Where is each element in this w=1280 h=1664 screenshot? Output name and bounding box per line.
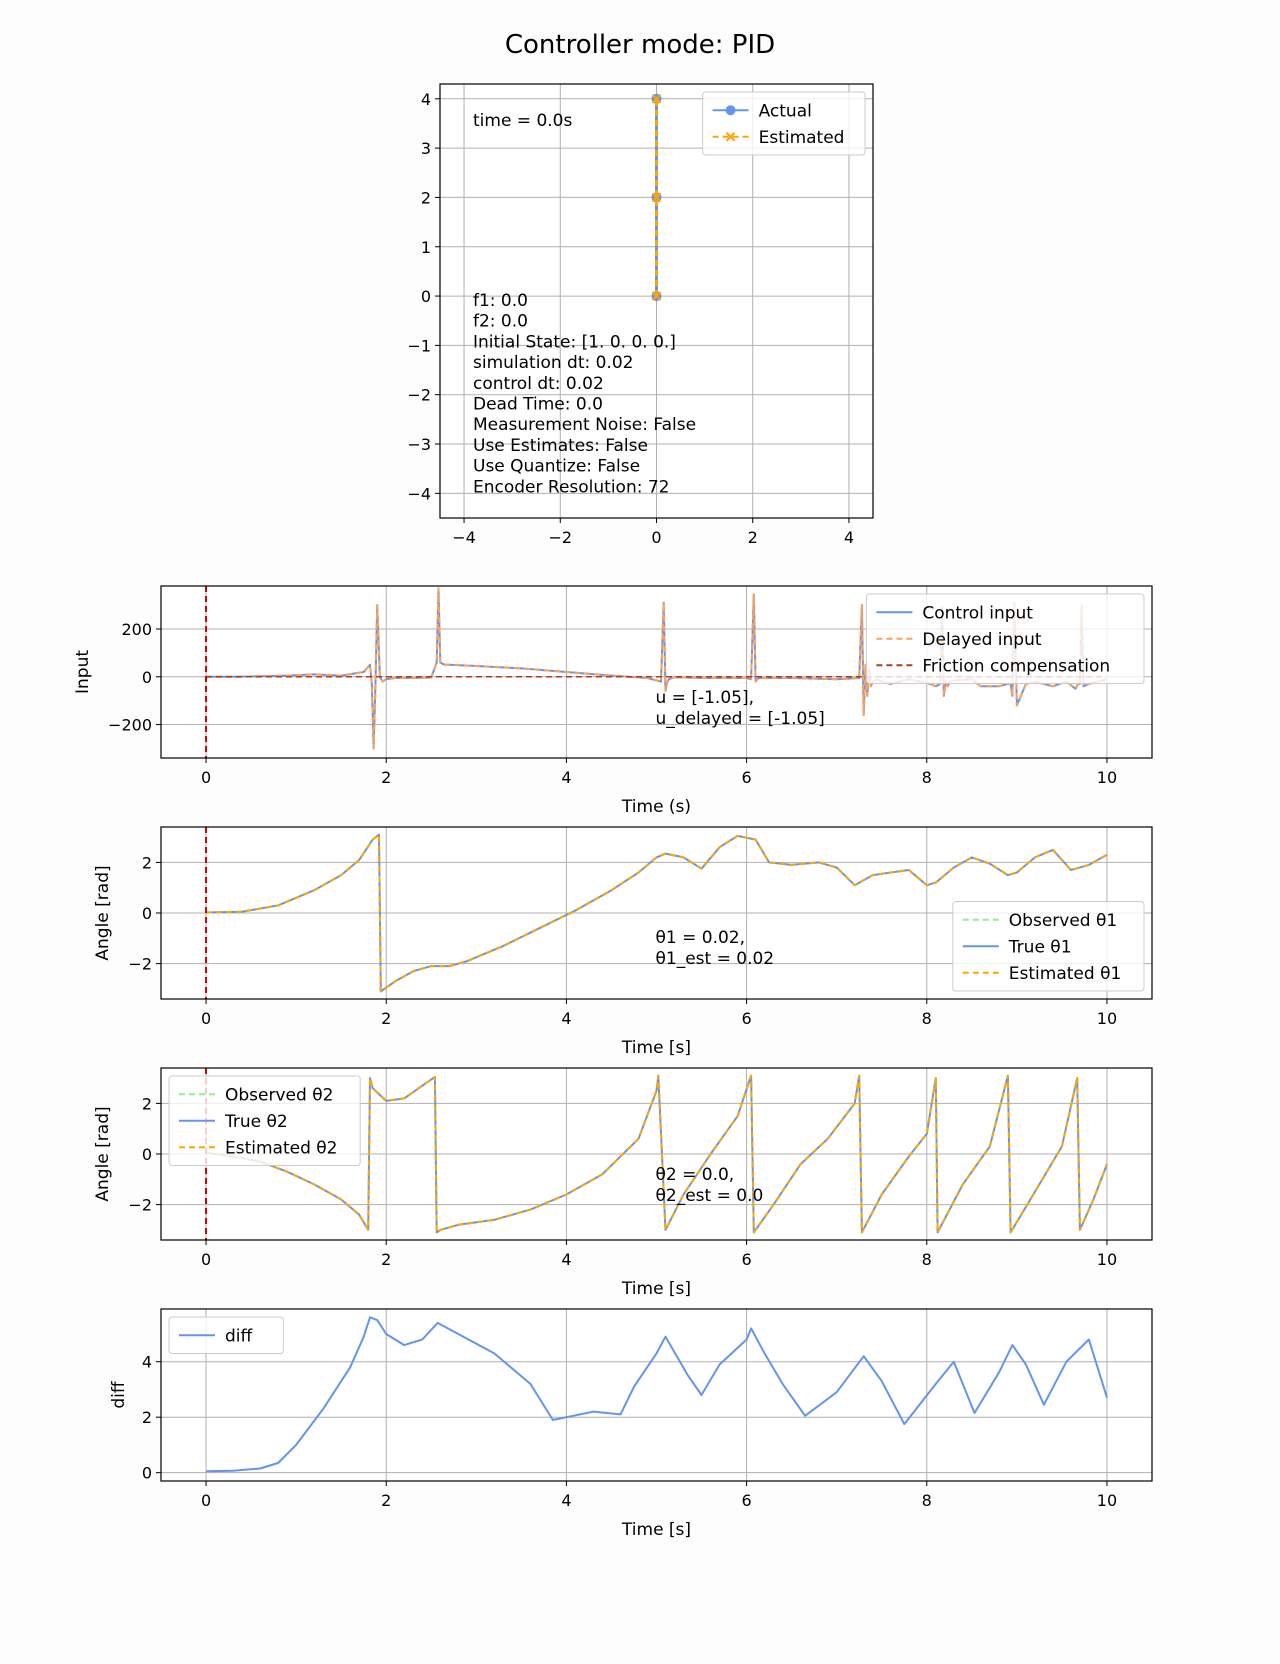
x-tick-label: 8 xyxy=(921,1491,932,1510)
annotation-text: θ2 = 0.0, xyxy=(655,1165,735,1185)
x-tick-label: 0 xyxy=(200,768,212,787)
y-tick-label: −2 xyxy=(407,385,431,405)
legend-label: Observed θ1 xyxy=(1008,910,1118,931)
y-tick-label: 0 xyxy=(141,904,152,923)
y-tick-label: 4 xyxy=(420,89,431,109)
x-axis-label: Time [s] xyxy=(621,1038,692,1058)
x-axis-label: Time (s) xyxy=(621,797,692,817)
y-tick-label: 1 xyxy=(420,237,431,257)
x-tick-label: 8 xyxy=(921,1250,932,1269)
y-tick-label: 0 xyxy=(141,1463,152,1483)
x-axis-label: Time [s] xyxy=(621,1520,692,1540)
x-tick-label: 4 xyxy=(561,1250,572,1269)
x-tick-label: 0 xyxy=(651,528,662,547)
y-axis-label: Angle [rad] xyxy=(93,865,113,961)
legend-label: Observed θ2 xyxy=(225,1085,334,1106)
figure-title: Controller mode: PID xyxy=(504,30,776,60)
annotation-text: θ1_est = 0.02 xyxy=(655,949,775,969)
info-line: Use Estimates: False xyxy=(473,435,648,456)
legend-label: Friction compensation xyxy=(922,656,1111,677)
x-tick-label: 10 xyxy=(1096,1009,1118,1028)
panel-pendulum xyxy=(407,84,873,547)
legend xyxy=(169,1076,360,1166)
annotation-text: u_delayed = [-1.05] xyxy=(655,709,825,729)
legend-label: diff xyxy=(225,1326,253,1347)
legend-label: Control input xyxy=(922,603,1033,624)
time-label: time = 0.0s xyxy=(473,111,573,131)
x-tick-label: 8 xyxy=(921,768,932,787)
y-tick-label: −2 xyxy=(128,1195,152,1215)
x-tick-label: 10 xyxy=(1096,768,1118,787)
y-axis-label: Angle [rad] xyxy=(93,1106,113,1202)
x-tick-label: 0 xyxy=(200,1250,212,1269)
info-line: simulation dt: 0.02 xyxy=(473,353,634,374)
info-line: Dead Time: 0.0 xyxy=(473,394,603,415)
x-tick-label: 10 xyxy=(1096,1250,1118,1269)
y-tick-label: −200 xyxy=(108,715,152,735)
legend-marker xyxy=(726,105,736,115)
legend-label: Delayed input xyxy=(922,629,1042,650)
info-line: control dt: 0.02 xyxy=(473,373,604,394)
info-line: f1: 0.0 xyxy=(473,291,528,311)
info-line: f2: 0.0 xyxy=(473,311,528,332)
y-tick-label: 0 xyxy=(420,287,431,307)
legend xyxy=(703,92,865,155)
info-line: Measurement Noise: False xyxy=(473,415,697,436)
x-tick-label: 10 xyxy=(1096,1491,1118,1510)
info-line: Use Quantize: False xyxy=(473,456,641,477)
x-axis-label: Time [s] xyxy=(621,1279,692,1299)
x-tick-label: 4 xyxy=(843,528,855,547)
y-tick-label: −1 xyxy=(407,336,431,356)
x-tick-label: 2 xyxy=(747,528,758,547)
x-tick-label: 6 xyxy=(741,768,752,787)
y-tick-label: −2 xyxy=(128,954,152,974)
y-tick-label: −4 xyxy=(407,484,431,504)
y-tick-label: 0 xyxy=(141,667,152,687)
annotation-text: θ1 = 0.02, xyxy=(655,928,746,948)
y-axis-label: diff xyxy=(109,1381,129,1409)
x-tick-label: 6 xyxy=(741,1491,752,1510)
legend-label: Estimated θ1 xyxy=(1008,963,1122,984)
y-tick-label: 2 xyxy=(141,1408,152,1428)
x-tick-label: 0 xyxy=(200,1009,212,1028)
annotation-text: u = [-1.05], xyxy=(655,688,754,708)
legend-label: True θ1 xyxy=(1008,937,1072,958)
y-axis-label: Input xyxy=(73,649,93,695)
legend-label: True θ2 xyxy=(225,1111,288,1132)
y-tick-label: 4 xyxy=(141,1352,152,1372)
y-tick-label: −3 xyxy=(407,435,431,455)
x-tick-label: −4 xyxy=(452,528,476,547)
legend xyxy=(953,902,1144,992)
x-tick-label: 8 xyxy=(921,1009,932,1028)
x-tick-label: 4 xyxy=(561,1009,572,1028)
x-tick-label: −2 xyxy=(548,528,573,547)
info-line: Encoder Resolution: 72 xyxy=(473,477,670,498)
x-tick-label: 0 xyxy=(200,1491,212,1510)
x-tick-label: 6 xyxy=(741,1009,752,1028)
legend-label: Estimated θ2 xyxy=(225,1138,338,1159)
plot-area xyxy=(161,1309,1152,1481)
y-tick-label: 2 xyxy=(141,1094,152,1114)
legend-label: Estimated xyxy=(758,127,845,148)
legend-label: Actual xyxy=(758,101,812,122)
x-tick-label: 4 xyxy=(561,768,572,787)
info-line: Initial State: [1. 0. 0. 0.] xyxy=(473,332,676,353)
y-tick-label: 2 xyxy=(420,188,431,208)
y-tick-label: 0 xyxy=(141,1145,152,1164)
y-tick-label: 200 xyxy=(121,620,152,639)
x-tick-label: 2 xyxy=(381,1250,392,1269)
annotation-text: θ2_est = 0.0 xyxy=(655,1186,764,1206)
x-tick-label: 2 xyxy=(381,1491,392,1510)
x-tick-label: 2 xyxy=(381,1009,392,1028)
x-tick-label: 2 xyxy=(381,768,392,787)
legend xyxy=(169,1317,283,1354)
y-tick-label: 2 xyxy=(141,853,152,873)
x-tick-label: 6 xyxy=(741,1250,752,1269)
legend xyxy=(866,594,1144,684)
y-tick-label: 3 xyxy=(420,139,431,159)
x-tick-label: 4 xyxy=(561,1491,572,1510)
